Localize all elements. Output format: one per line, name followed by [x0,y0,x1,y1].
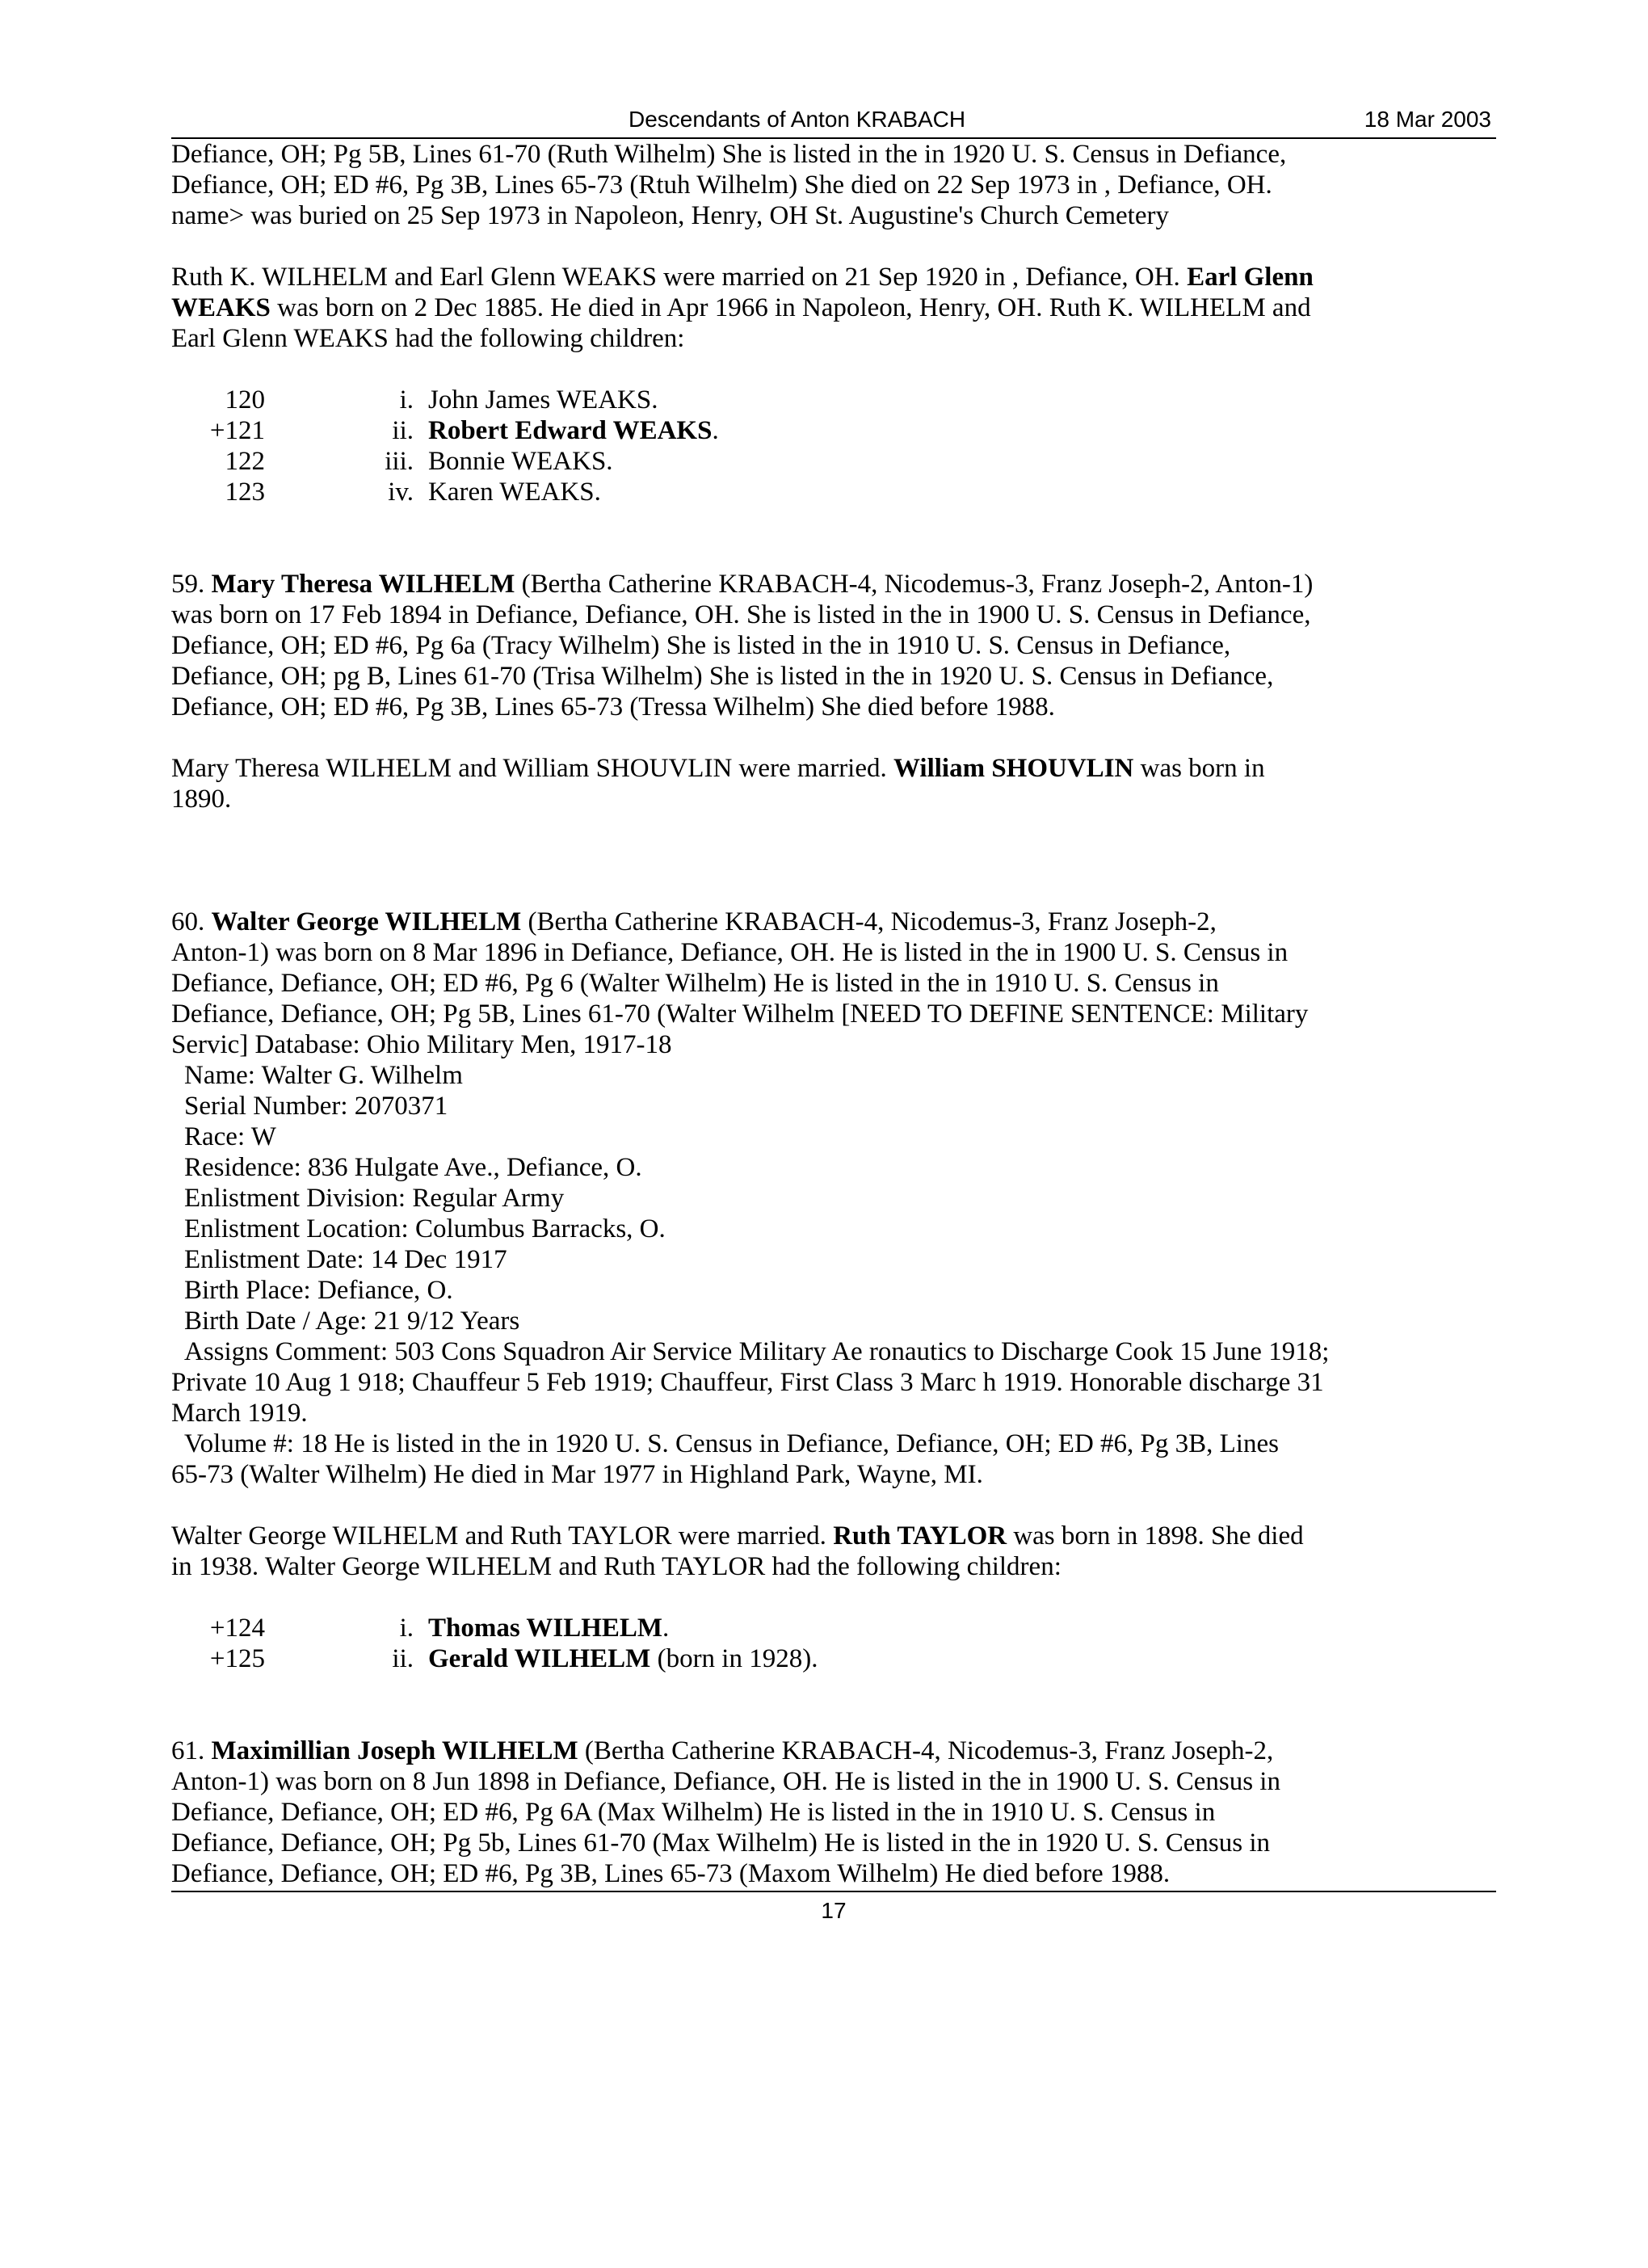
text-line: Defiance, Defiance, OH; ED #6, Pg 6A (Max Wilhelm) He is listed in the in 1910 U. S. Census in [171,1798,1216,1827]
entry-58-continuation [171,139,1496,231]
record-field: Enlistment Division: Regular Army [184,1184,565,1213]
text-line: Defiance, OH; ED #6, Pg 6a (Tracy Wilhelm) She is listed in the in 1910 U. S. Census in Defiance, [171,631,1231,660]
children-list-58 [171,385,1496,507]
text-line: Walter George WILHELM and Ruth TAYLOR were married. Ruth TAYLOR was born in 1898. She died [171,1521,1304,1551]
child-row [171,1613,1496,1643]
running-header [171,102,1496,139]
text-line: WEAKS was born on 2 Dec 1885. He died in Apr 1966 in Napoleon, Henry, OH. Ruth K. WILHELM and [171,293,1311,322]
child-name: Karen WEAKS. [428,478,601,507]
person-name: Maximillian Joseph WILHELM [211,1736,578,1765]
text-line: in 1938. Walter George WILHELM and Ruth TAYLOR had the following children: [171,1552,1062,1581]
header-date: 18 Mar 2003 [1364,107,1491,132]
spouse-name: Earl Glenn [1187,263,1314,292]
text-line: 61. Maximillian Joseph WILHELM (Bertha Catherine KRABACH-4, Nicodemus-3, Franz Joseph-2, [171,1736,1274,1765]
text-line: Ruth K. WILHELM and Earl Glenn WEAKS were married on 21 Sep 1920 in , Defiance, OH. Earl Glenn [171,263,1314,292]
marriage-60 [171,1521,1496,1582]
spouse-name: WEAKS [171,293,271,322]
text-line: Servic] Database: Ohio Military Men, 1917-18 [171,1030,672,1059]
record-field: Enlistment Location: Columbus Barracks, O. [184,1214,666,1243]
text-line: Mary Theresa WILHELM and William SHOUVLIN were married. William SHOUVLIN was born in [171,754,1265,783]
document-body [171,139,1496,1926]
entry-60 [171,907,1496,1490]
page-number: 17 [821,1898,847,1923]
child-ordinal: i. [399,385,414,414]
child-ordinal: ii. [392,416,414,445]
text-line: name> was buried on 25 Sep 1973 in Napoleon, Henry, OH St. Augustine's Church Cemetery [171,201,1169,230]
child-number: +124 [209,1614,265,1643]
marriage-58 [171,262,1496,354]
children-list-60 [171,1613,1496,1674]
child-number: 120 [225,385,265,414]
child-row [171,446,1496,477]
text-line: Defiance, OH; ED #6, Pg 3B, Lines 65-73 (Rtuh Wilhelm) She died on 22 Sep 1973 in , Defiance, OH. [171,170,1272,200]
text-line: Defiance, Defiance, OH; Pg 5B, Lines 61-70 (Walter Wilhelm [NEED TO DEFINE SENTENCE: Military [171,999,1309,1029]
child-row [171,385,1496,415]
child-name: Gerald WILHELM (born in 1928). [428,1644,818,1673]
text-line: Defiance, OH; ED #6, Pg 3B, Lines 65-73 (Tressa Wilhelm) She died before 1988. [171,692,1055,722]
child-number: +125 [209,1644,265,1673]
record-field: Race: W [184,1122,276,1151]
document-page [171,102,1496,1926]
person-name: Mary Theresa WILHELM [211,570,515,599]
record-field: Serial Number: 2070371 [184,1092,448,1121]
text-line: 65-73 (Walter Wilhelm) He died in Mar 1977 in Highland Park, Wayne, MI. [171,1460,983,1489]
child-ordinal: iii. [385,447,414,476]
child-ordinal: ii. [392,1644,414,1673]
text-line: 59. Mary Theresa WILHELM (Bertha Catherine KRABACH-4, Nicodemus-3, Franz Joseph-2, Anton-1) [171,570,1314,599]
record-field: Birth Date / Age: 21 9/12 Years [184,1307,520,1336]
child-row [171,1643,1496,1674]
child-ordinal: iv. [388,478,414,507]
text-line: Earl Glenn WEAKS had the following children: [171,324,685,353]
text-line: Anton-1) was born on 8 Jun 1898 in Defiance, Defiance, OH. He is listed in the in 1900 U. S. Census in [171,1767,1280,1796]
spouse-name: William SHOUVLIN [893,754,1134,783]
marriage-59 [171,753,1496,814]
record-field: Assigns Comment: 503 Cons Squadron Air Service Military Ae ronautics to Discharge Cook 15 June 1918; [184,1337,1330,1366]
entry-59 [171,569,1496,722]
record-field: Residence: 836 Hulgate Ave., Defiance, O. [184,1153,642,1182]
record-field: Birth Place: Defiance, O. [184,1276,453,1305]
text-line: Defiance, OH; pg B, Lines 61-70 (Trisa Wilhelm) She is listed in the in 1920 U. S. Census in Defiance, [171,662,1274,691]
text-line: Defiance, Defiance, OH; ED #6, Pg 6 (Walter Wilhelm) He is listed in the in 1910 U. S. Census in [171,969,1219,998]
child-row [171,415,1496,446]
child-number: 123 [225,478,265,507]
child-name: John James WEAKS. [428,385,658,414]
text-line: Private 10 Aug 1 918; Chauffeur 5 Feb 1919; Chauffeur, First Class 3 Marc h 1919. Honorable discharge 31 [171,1368,1324,1397]
text-line: 1890. [171,785,232,814]
record-field: Enlistment Date: 14 Dec 1917 [184,1245,507,1274]
child-row [171,477,1496,507]
child-name: Thomas WILHELM. [428,1614,670,1643]
entry-61 [171,1736,1496,1889]
text-line: 60. Walter George WILHELM (Bertha Catherine KRABACH-4, Nicodemus-3, Franz Joseph-2, [171,907,1217,936]
spouse-name: Ruth TAYLOR [833,1521,1007,1551]
header-title: Descendants of Anton KRABACH [629,107,966,132]
text-line: Anton-1) was born on 8 Mar 1896 in Defiance, Defiance, OH. He is listed in the in 1900 U. S. Census in [171,938,1289,967]
text-line: Volume #: 18 He is listed in the in 1920 U. S. Census in Defiance, Defiance, OH; ED #6, Pg 3B, Lines [184,1429,1279,1458]
text-line: Defiance, Defiance, OH; ED #6, Pg 3B, Lines 65-73 (Maxom Wilhelm) He died before 1988. [171,1859,1171,1888]
record-field: Name: Walter G. Wilhelm [184,1061,463,1090]
text-line: was born on 17 Feb 1894 in Defiance, Defiance, OH. She is listed in the in 1900 U. S. Census in Defiance, [171,600,1311,629]
child-number: 122 [225,447,265,476]
text-line: Defiance, OH; Pg 5B, Lines 61-70 (Ruth Wilhelm) She is listed in the in 1920 U. S. Census in Defiance, [171,140,1287,169]
child-ordinal: i. [399,1614,414,1643]
person-name: Walter George WILHELM [211,907,522,936]
text-line: March 1919. [171,1399,308,1428]
child-number: +121 [209,416,265,445]
text-line: Defiance, Defiance, OH; Pg 5b, Lines 61-70 (Max Wilhelm) He is listed in the in 1920 U. S. Census in [171,1828,1270,1858]
child-name: Robert Edward WEAKS. [428,416,719,445]
child-name: Bonnie WEAKS. [428,447,613,476]
